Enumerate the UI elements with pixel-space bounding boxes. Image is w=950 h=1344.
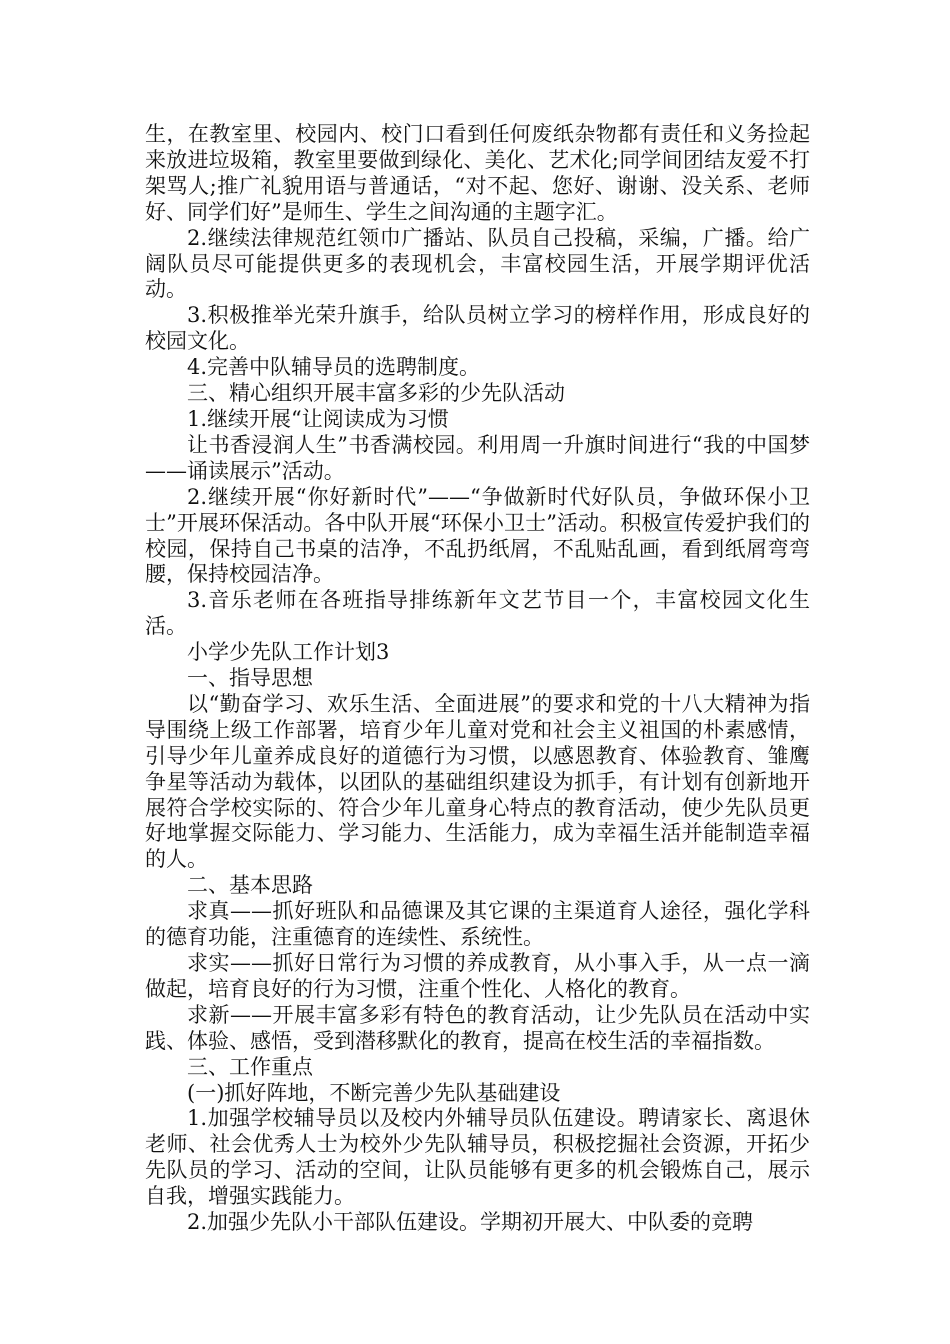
document-subtitle: 小学少先队工作计划3 bbox=[187, 640, 390, 665]
paragraph: 求真——抓好班队和品德课及其它课的主渠道育人途径，强化学科的德育功能，注重德育的连续性、系统性。 bbox=[145, 899, 810, 950]
paragraph: 4.完善中队辅导员的选聘制度。 bbox=[187, 355, 481, 380]
section-heading: 一、指导思想 bbox=[187, 666, 313, 691]
paragraph: 1.继续开展“让阅读成为习惯 bbox=[187, 406, 449, 431]
paragraph: 求实——抓好日常行为习惯的养成教育，从小事入手，从一点一滴做起，培育良好的行为习惯，注重个性化、人格化的教育。 bbox=[145, 951, 810, 1001]
section-heading: 三、精心组织开展丰富多彩的少先队活动 bbox=[187, 381, 565, 406]
paragraph: 3.音乐老师在各班指导排练新年文艺节目一个，丰富校园文化生活。 bbox=[145, 588, 810, 639]
paragraph: 2.继续开展“你好新时代”——“争做新时代好队员，争做环保小卫士”开展环保活动。各中队开展“环保小卫士”活动。积极宣传爱护我们的校园，保持自己书桌的洁净，不乱扔纸屑，不乱贴乱画，看到纸屑弯弯腰，保持校园洁净。 bbox=[145, 484, 810, 587]
paragraph: 2.加强少先队小干部队伍建设。学期初开展大、中队委的竞聘 bbox=[187, 1210, 754, 1235]
paragraph: 3.积极推举光荣升旗手，给队员树立学习的榜样作用，形成良好的校园文化。 bbox=[145, 303, 810, 354]
section-heading: (一)抓好阵地，不断完善少先队基础建设 bbox=[187, 1080, 561, 1105]
paragraph: 让书香浸润人生”书香满校园。利用周一升旗时间进行“我的中国梦——诵读展示”活动。 bbox=[145, 432, 810, 483]
paragraph: 生，在教室里、校园内、校门口看到任何废纸杂物都有责任和义务捡起来放进垃圾箱，教室里要做到绿化、美化、艺术化;同学间团结友爱不打架骂人;推广礼貌用语与普通话，“对不起、您好、谢谢、没关系、老师好、同学们好”是师生、学生之间沟通的主题字汇。 bbox=[145, 122, 810, 224]
document-page bbox=[145, 122, 810, 1236]
paragraph: 1.加强学校辅导员以及校内外辅导员队伍建设。聘请家长、离退休老师、社会优秀人士为校外少先队辅导员，积极挖掘社会资源，开拓少先队员的学习、活动的空间，让队员能够有更多的机会锻炼自己，展示自我，增强实践能力。 bbox=[145, 1106, 810, 1209]
paragraph: 2.继续法律规范红领巾广播站、队员自己投稿，采编，广播。给广阔队员尽可能提供更多的表现机会，丰富校园生活，开展学期评优活动。 bbox=[145, 225, 810, 302]
paragraph: 求新——开展丰富多彩有特色的教育活动，让少先队员在活动中实践、体验、感悟，受到潜移默化的教育，提高在校生活的幸福指数。 bbox=[145, 1002, 810, 1053]
paragraph: 以“勤奋学习、欢乐生活、全面进展”的要求和党的十八大精神为指导围绕上级工作部署，培育少年儿童对党和社会主义祖国的朴素感情，引导少年儿童养成良好的道德行为习惯，以感恩教育、体验教育、雏鹰争星等活动为载体，以团队的基础组织建设为抓手，有计划有创新地开展符合学校实际的、符合少年儿童身心特点的教育活动，使少先队员更好地掌握交际能力、学习能力、生活能力，成为幸福生活并能制造幸福的人。 bbox=[145, 691, 810, 872]
section-heading: 三、工作重点 bbox=[187, 1054, 313, 1079]
section-heading: 二、基本思路 bbox=[187, 873, 313, 898]
